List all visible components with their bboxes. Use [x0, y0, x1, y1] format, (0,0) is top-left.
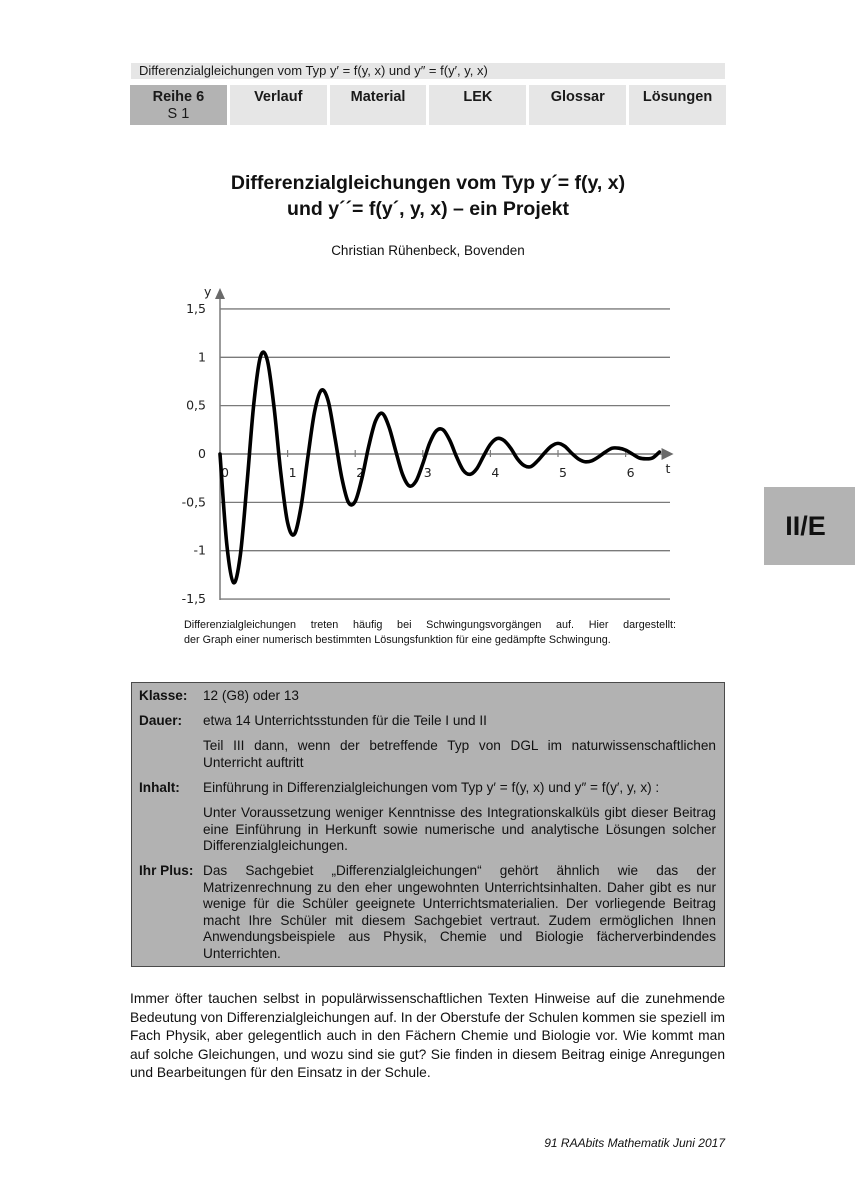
tab-lek[interactable]: LEK: [429, 85, 526, 125]
info-row-dauer-2: [139, 738, 716, 771]
y-tick-label: 1: [198, 349, 206, 365]
x-tick-label: 5: [559, 465, 567, 480]
info-row-inhalt: [139, 780, 716, 797]
caption-line-2: der Graph einer numerisch bestimmten Lösungsfunktion für eine gedämpfte Schwingung.: [184, 634, 611, 646]
tab-glossar[interactable]: Glossar: [529, 85, 626, 125]
info-row-inhalt-2: [139, 805, 716, 855]
dauer-value: etwa 14 Unterrichtsstunden für die Teile I und II: [203, 713, 487, 728]
intro-paragraph: Immer öfter tauchen selbst in populärwissenschaftlichen Texten Hinweise auf die zunehmende Bedeutung von Differenzialgleichungen auf. In der Oberstufe der Schulen kommen sie speziell im Fach Physik, aber gelegentlich auch in den Fächern Chemie und Biologie vor. Wie kommt man auf solche Gleichungen, und wozu sind sie gut? Sie finden in diesem Beitrag einige Anregungen und Bearbeitungen für den Einsatz in der Schule.: [130, 991, 725, 1081]
author: Christian Rühenbeck, Bovenden: [331, 243, 525, 258]
caption-line-1: Differenzialgleichungen treten häufig bei Schwingungsvorgängen auf. Hier dargestellt:: [184, 619, 676, 631]
inhalt-value: Einführung in Differenzialgleichungen vom Typ y′ = f(y, x) und y″ = f(y′, y, x) :: [203, 780, 660, 795]
section-tag: II/E: [764, 487, 855, 565]
title-line-1: Differenzialgleichungen vom Typ y´= f(y, x): [230, 172, 626, 194]
nav-tabs: [130, 85, 726, 125]
series-line: [220, 352, 659, 583]
info-box: [131, 682, 725, 967]
x-axis-arrow-icon: [662, 448, 674, 460]
info-row-dauer: [139, 713, 716, 730]
y-tick-label: -1: [193, 542, 206, 558]
y-tick-label: 0: [198, 446, 206, 461]
dauer-value-2: Teil III dann, wenn der betreffende Typ von DGL im naturwissenschaftlichen Unterricht auftritt: [203, 738, 716, 770]
x-tick-label: 1: [288, 465, 297, 480]
chart-caption: [184, 618, 676, 648]
page-footer: 91 RAAbits Mathematik Juni 2017: [544, 1136, 725, 1150]
page-title: [130, 170, 726, 222]
tab-reihe-label: Reihe 6: [152, 89, 205, 105]
title-line-2: und y´´= f(y´, y, x) – ein Projekt: [287, 198, 569, 220]
tab-verlauf[interactable]: Verlauf: [230, 85, 327, 125]
x-tick-label: 0: [221, 465, 229, 480]
x-tick-label: 4: [491, 465, 500, 480]
series-title-bar: Differenzialgleichungen vom Typ y′ = f(y, x) und y″ = f(y′, y, x): [131, 63, 725, 79]
x-axis-label: t: [665, 461, 671, 476]
y-tick-label: -0,5: [181, 494, 206, 510]
tab-loesungen[interactable]: Lösungen: [629, 85, 726, 125]
info-row-plus: [139, 863, 716, 962]
y-axis-label: y: [204, 284, 212, 299]
x-tick-label: 6: [626, 465, 635, 480]
info-row-klasse: [139, 688, 716, 705]
y-tick-label: 0,5: [186, 397, 206, 413]
tab-material[interactable]: Material: [330, 85, 427, 125]
x-tick-label: 3: [423, 465, 432, 480]
klasse-value: 12 (G8) oder 13: [203, 688, 299, 703]
chart-axes: [204, 284, 674, 600]
damped-oscillation-chart: [170, 282, 690, 612]
inhalt-value-2: Unter Voraussetzung weniger Kenntnisse des Integrationskalküls gibt dieser Beitrag eine Einführung in Herkunft sowie numerische und analytische Lösungen solcher Differenzialgleichungen.: [203, 805, 716, 853]
y-tick-label: -1,5: [181, 591, 206, 607]
plus-label: Ihr Plus:: [139, 863, 194, 878]
chart-curve: [220, 352, 659, 583]
plus-value: Das Sachgebiet „Differenzialgleichungen“ gehört ähnlich wie das der Matrizenrechnung zu den eher ungewohnten Unterrichtsinhalten. Daher gibt es nur wenige für die Schüler geeignete Unterrichtsmaterialien. Der vorliegende Beitrag macht Ihre Schüler mit diesem Sachgebiet vertraut. Zudem ermöglichen Ihnen Anwendungsbeispiele aus Physik, Chemie und Biologie fächerverbindendes Unterrichten.: [203, 863, 716, 961]
tab-reihe[interactable]: [130, 85, 227, 125]
y-axis-arrow-icon: [215, 288, 225, 299]
tab-reihe-sub: S 1: [167, 106, 190, 122]
klasse-label: Klasse:: [139, 688, 188, 703]
dauer-label: Dauer:: [139, 713, 183, 728]
y-tick-label: 1,5: [186, 300, 206, 316]
x-tick-label: 2: [356, 465, 365, 480]
inhalt-label: Inhalt:: [139, 780, 180, 795]
